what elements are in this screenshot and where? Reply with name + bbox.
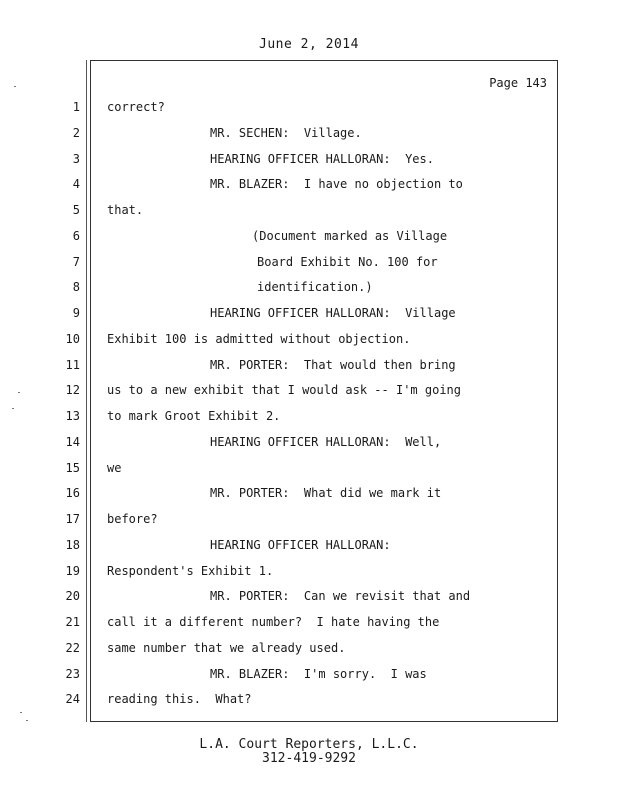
transcript-line: before? <box>107 512 158 526</box>
line-number: 13 <box>65 409 80 423</box>
line-number: 4 <box>72 177 80 192</box>
line-number: 17 <box>65 512 80 526</box>
transcript-line: (Document marked as Village <box>252 228 448 243</box>
transcript-line: we <box>107 460 122 475</box>
line-number: 14 <box>65 434 80 449</box>
transcript-line: same number that we already used. <box>107 640 346 655</box>
transcript-line: MR. BLAZER: I have no objection to <box>210 177 463 192</box>
line-number: 10 <box>65 331 80 346</box>
transcript-line: HEARING OFFICER HALLORAN: Village <box>210 306 456 320</box>
transcript-line: MR. SECHEN: Village. <box>210 125 362 140</box>
line-number: 11 <box>65 357 80 372</box>
line-number: 21 <box>65 615 80 629</box>
scan-speck <box>12 408 14 409</box>
transcript-line: HEARING OFFICER HALLORAN: Yes. <box>210 151 434 166</box>
transcript-date: June 2, 2014 <box>259 37 359 52</box>
footer-phone: 312-419-9292 <box>262 751 356 766</box>
scan-speck <box>26 720 28 721</box>
line-number: 20 <box>65 589 80 604</box>
line-number: 7 <box>72 254 80 269</box>
line-number: 18 <box>65 537 80 552</box>
line-number: 9 <box>72 306 80 320</box>
scan-speck <box>14 86 16 87</box>
transcript-line: identification.) <box>257 280 373 295</box>
transcript-line: to mark Groot Exhibit 2. <box>107 409 281 423</box>
transcript-line: Board Exhibit No. 100 for <box>257 254 438 269</box>
line-number: 3 <box>72 151 80 166</box>
line-number: 8 <box>72 280 80 295</box>
transcript-line: Exhibit 100 is admitted without objection. <box>107 331 411 346</box>
line-number: 16 <box>65 486 80 501</box>
transcript-line: MR. PORTER: What did we mark it <box>210 486 442 501</box>
scan-speck <box>18 392 20 393</box>
transcript-line: MR. BLAZER: I'm sorry. I was <box>210 666 427 681</box>
transcript-line: HEARING OFFICER HALLORAN: <box>210 537 391 552</box>
line-number: 6 <box>72 228 80 243</box>
transcript-line: us to a new exhibit that I would ask -- I'm going <box>107 383 462 398</box>
transcript-line: that. <box>107 203 144 217</box>
scan-speck <box>20 712 22 713</box>
transcript-line: call it a different number? I hate having the <box>107 615 440 629</box>
line-number: 19 <box>65 563 80 578</box>
margin-rule <box>86 60 87 722</box>
transcript-line: HEARING OFFICER HALLORAN: Well, <box>210 434 442 449</box>
line-number: 1 <box>72 100 80 114</box>
transcript-line: MR. PORTER: Can we revisit that and <box>210 589 471 604</box>
transcript-line: correct? <box>107 100 165 114</box>
page-number: Page 143 <box>489 76 547 90</box>
line-number: 2 <box>72 125 80 140</box>
line-number: 24 <box>65 692 80 707</box>
line-number: 23 <box>65 666 80 681</box>
transcript-line: Respondent's Exhibit 1. <box>107 563 274 578</box>
footer-company: L.A. Court Reporters, L.L.C. <box>199 737 419 752</box>
transcript-line: MR. PORTER: That would then bring <box>210 357 456 372</box>
line-number: 5 <box>72 203 80 217</box>
line-number: 15 <box>65 460 80 475</box>
line-number: 12 <box>65 383 80 398</box>
line-number: 22 <box>65 640 80 655</box>
transcript-line: reading this. What? <box>107 692 252 707</box>
